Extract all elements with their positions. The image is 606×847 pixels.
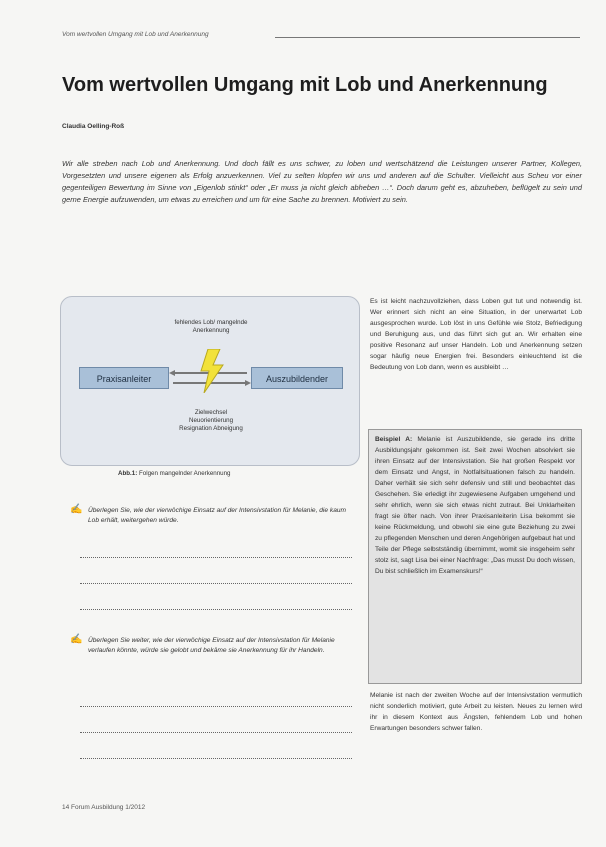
answer-line: [80, 583, 352, 584]
right-column-paragraph-2: Melanie ist nach der zweiten Woche auf der Intensivstation vermutlich nicht sonderlich motiviert, gute Arbeit zu leisten. Neues zu lernen wird ihr in diesem Kontext aus Ängsten, fehlendem Lob und hohen Erwartungen besonders schwer fallen.: [370, 692, 582, 732]
example-body: Melanie ist Auszubildende, sie gerade ins dritte Ausbildungsjahr gekommen ist. Seit zwei Wochen absolviert sie ihren Einsatz auf der Intensivstation. Sie hat großen Respekt vor dem Einsatz und Angst, in Notfallsituationen falsch zu handeln. Daher verhält sie sich sehr defensiv und still und beobachtet das Geschehen. Sie erledigt ihr zugewiesene Aufgaben umgehend und sehr ehrlich, wenn sie sich etwas nicht zutraut. Bei Unklarheiten fragt sie öfter nach. Von ihrer Praxisanleiterin Lisa bekommt sie keine Rückmeldung, und obwohl sie eine gute Beziehung zu zwei zu pflegenden Menschen und deren Angehörigen aufgebaut hat und Teile der Pflege selbstständig übernimmt, womit sie insgeheim sehr stolz ist, sagt Lisa bei einer Nachfrage: „Das musst Du doch wissen, Du bist schließlich im Examenskurs!“: [375, 436, 576, 575]
answer-line: [80, 758, 352, 759]
answer-line: [80, 557, 352, 558]
figure-caption-label: Abb.1:: [118, 470, 138, 477]
figure-caption-text: Folgen mangelnder Anerkennung: [138, 470, 231, 477]
example-text: [375, 434, 575, 577]
figure-box-auszubildender: Auszubildender: [251, 367, 343, 389]
example-label: Beispiel A:: [375, 436, 413, 443]
task-2: Überlegen Sie weiter, wie der vierwöchige Einsatz auf der Intensivstation für Melanie verlaufen könnte, würde sie gelobt und bekäme sie Anerkennung für ihr Handeln.: [88, 637, 335, 654]
pencil-icon: ✍: [70, 634, 83, 645]
running-head: Vom wertvollen Umgang mit Lob und Anerkennung: [62, 31, 209, 38]
figure-box-praxisanleiter: Praxisanleiter: [79, 367, 169, 389]
answer-line: [80, 732, 352, 733]
running-head-rule: [275, 37, 580, 38]
lightning-icon: [199, 349, 225, 393]
article-title: Vom wertvollen Umgang mit Lob und Anerkennung: [62, 74, 548, 96]
figure-top-label: fehlendes Lob/ mangelnde Anerkennung: [174, 319, 248, 334]
answer-line: [80, 609, 352, 610]
page-footer: 14 Forum Ausbildung 1/2012: [62, 804, 146, 811]
right-column-paragraph-1: Es ist leicht nachzuvollziehen, dass Loben gut tut und notwendig ist. Wer erinnert sich nicht an eine Situation, in der unerwartet Lob ausgesprochen wurde. Lob löst in uns Gefühle wie Stolz, Befriedigung und Beruhigung aus, und das führt sich gut an. Wir erhalten eine positive Resonanz auf unser Handeln. Lob und Anerkennung setzen sogar häufig neue Energien frei. Besonders einleuchtend ist die Bedeutung von Lob dann, wenn es ausbleibt …: [370, 298, 582, 371]
figure-caption: [118, 470, 231, 477]
intro-paragraph: Wir alle streben nach Lob und Anerkennung. Und doch fällt es uns schwer, zu loben und wertschätzend die Leistungen unserer Partner, Kollegen, Vorgesetzten und unsere eigenen als Erfolg anzuerkennen. Viel zu selten klopfen wir uns und anderen auf die Schulter. Vielleicht aus Scheu vor einer gegenteiligen Bewertung im Sinne von „Eigenlob stinkt“ oder „Er muss ja nicht gleich abheben …“. Doch darum geht es, abzuheben, beflügelt zu sein und gerne Energie aufzuwenden, um etwas zu erreichen und um für eine Sache zu brennen. Motiviert zu sein.: [62, 159, 582, 204]
example-box: [368, 429, 582, 684]
answer-line: [80, 706, 352, 707]
author-name: Claudia Oelling-Roß: [62, 123, 125, 130]
pencil-icon: ✍: [70, 504, 83, 515]
task-1: Überlegen Sie, wie der vierwöchige Einsatz auf der Intensivstation für Melanie, die kaum Lob erhält, weitergehen würde.: [88, 507, 347, 524]
figure-diagram: [60, 296, 360, 466]
figure-effects-list: Zielwechsel Neuorientierung Resignation Abneigung: [179, 409, 243, 432]
